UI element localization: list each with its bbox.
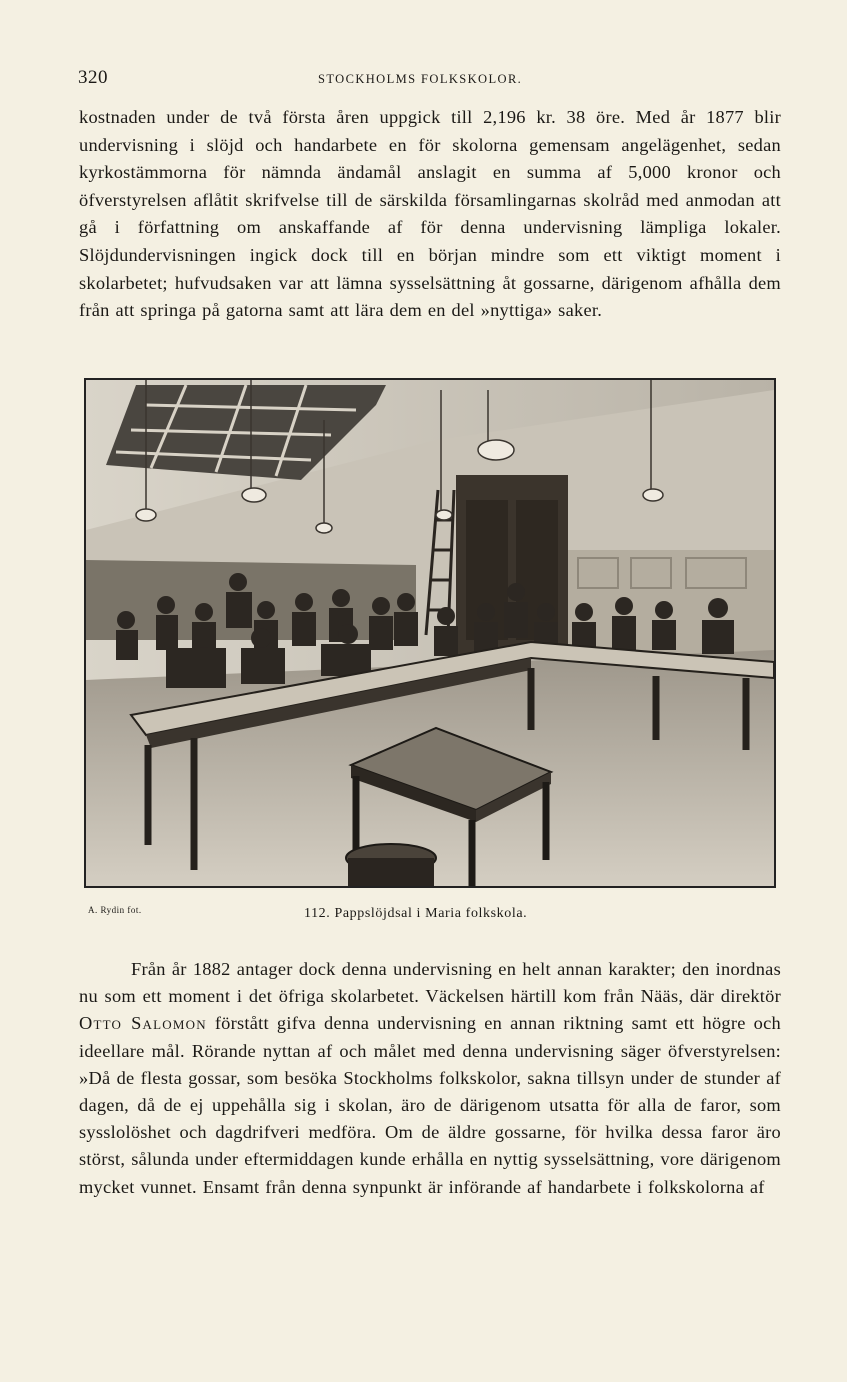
running-head: STOCKHOLMS FOLKSKOLOR.: [318, 72, 523, 86]
photo-credit: A. Rydin fot.: [88, 905, 142, 915]
page-number: 320: [78, 67, 108, 88]
workshop-photograph: [84, 378, 776, 888]
stool: [346, 844, 436, 886]
person-name: Otto Salomon: [79, 1013, 207, 1034]
paragraph-2-text-b: förstått gifva denna undervisning en annan riktning samt ett högre och ideellare mål. Rörande nyttan af och målet med denna undervisning säger öfverstyrelsen: »Då de flesta gossar, som besöka Stockholms folkskolor, sakna tillsyn under de stunder af dagen, då de ej uppehålla sig i skolan, äro de därigenom utsatta för alla de faror, som sysslolöshet och dagdrifveri medföra. Om de äldre gossarne, för hvilka dessa faror äro störst, sålunda under eftermiddagen kunde erhålla en nyttig sysselsättning, vore därigenom mycket vunnet. Ensamt från denna synpunkt är införande af handarbete i folkskolorna af: [79, 1013, 781, 1197]
figure-caption: 112. Pappslöjdsal i Maria folkskola.: [304, 906, 528, 921]
paragraph-2-text-a: Från år 1882 antager dock denna undervisning en helt annan karakter; den inordnas nu som ett moment i det öfriga skolarbetet. Väckelsen härtill kom från Nääs, där direktör: [79, 959, 781, 1007]
paragraph-2: [79, 956, 781, 1201]
paragraph-1: kostnaden under de två första åren uppgick till 2,196 kr. 38 öre. Med år 1877 blir undervisning i slöjd och handarbete en för skolorna gemensam angelägenhet, sedan kyrkostämmorna för nämnda ändamål anslagit en summa af 5,000 kronor och öfverstyrelsen aflåtit skrifvelse till de särskilda församlingarnas skolråd med anmodan att gå i författning om anskaffande af för denna undervisning lämpliga lokaler. Slöjdundervisningen ingick dock till en början mindre som ett viktigt moment i skolarbetet; hufvudsaken var att lämna sysselsättning åt gossarne, därigenom afhålla dem från att springa på gatorna samt att lära dem en del »nyttiga» saker.: [79, 107, 781, 321]
